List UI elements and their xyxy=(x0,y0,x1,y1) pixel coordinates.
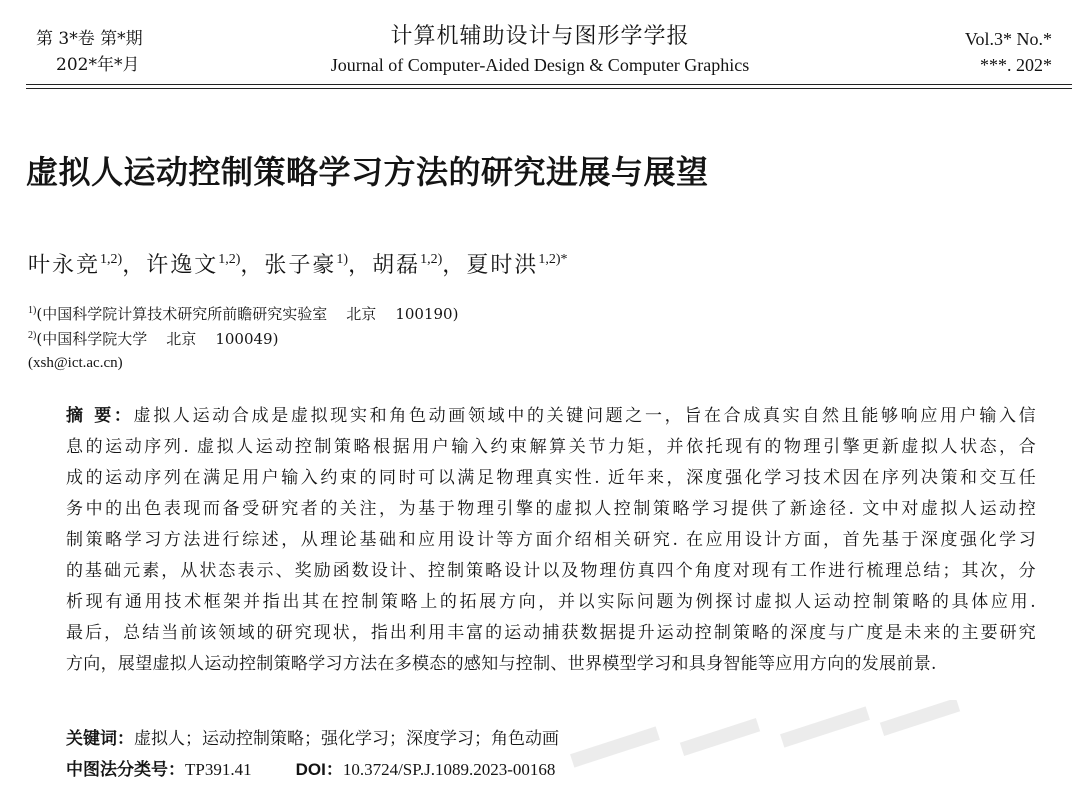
header-rule xyxy=(26,84,1072,85)
issue-volume: 第 3*卷 第*期 xyxy=(36,29,143,49)
author-affiliation-mark: 1,2) xyxy=(420,252,443,267)
keywords-text: 虚拟人；运动控制策略；强化学习；深度学习；角色动画 xyxy=(134,729,559,749)
watermark-graphic xyxy=(560,700,980,790)
author-name: 叶永竞 xyxy=(28,253,101,278)
author-separator: ， xyxy=(240,253,265,278)
abstract-line: 务中的出色表现而备受研究者的关注，为基于物理引擎的虚拟人控制策略学习提供了新途径. 文中对虚拟人运动控 xyxy=(66,499,1036,519)
author-name: 夏时洪 xyxy=(466,253,539,278)
affiliation-mark: 2) xyxy=(28,330,37,341)
keywords-label: 关键词： xyxy=(66,729,134,749)
abstract-line: 制策略学习方法进行综述，从理论基础和应用设计等方面介绍相关研究. 在应用设计方面，首先基于深度强化学习 xyxy=(66,530,1036,550)
affiliation-mark: 1) xyxy=(28,305,37,316)
author-name: 张子豪 xyxy=(264,253,337,278)
abstract-line xyxy=(66,401,1036,432)
abstract-line: 析现有通用技术框架并指出其在控制策略上的拓展方向，并以实际问题为例探讨虚拟人运动控制策略的具体应用. xyxy=(66,592,1036,612)
author-separator: ， xyxy=(348,253,373,278)
paper-title: 虚拟人运动控制策略学习方法的研究进展与展望 xyxy=(26,153,709,191)
classification-number: TP391.41 xyxy=(185,760,252,779)
volume-number: Vol.3* No.* xyxy=(964,29,1052,49)
author-affiliation-mark: 1,2)* xyxy=(538,252,568,267)
author-affiliation-mark: 1,2) xyxy=(100,252,123,267)
author-name: 胡磊 xyxy=(372,253,421,278)
affiliation xyxy=(28,328,278,350)
author-separator: ， xyxy=(122,253,147,278)
affiliation xyxy=(28,303,458,325)
abstract-line: 成的运动序列在满足用户输入约束的同时可以满足物理真实性. 近年来，深度强化学习技术因在序列决策和交互任 xyxy=(66,468,1036,488)
issue-date: 202*年*月 xyxy=(56,55,140,75)
journal-name-en: Journal of Computer-Aided Design & Computer Graphics xyxy=(330,55,750,75)
author-name: 许逸文 xyxy=(146,253,219,278)
volume-info xyxy=(965,26,1052,78)
classification-label: 中图法分类号： xyxy=(66,760,185,780)
author-affiliation-mark: 1,2) xyxy=(218,252,241,267)
abstract-line: 方向，展望虚拟人运动控制策略学习方法在多模态的感知与控制、世界模型学习和具身智能等应用方向的发展前景. xyxy=(66,654,937,674)
doi-label: DOI： xyxy=(295,760,343,779)
author-affiliation-mark: 1) xyxy=(336,252,349,267)
corresponding-email: (xsh@ict.ac.cn) xyxy=(28,355,123,371)
author-list xyxy=(28,250,568,282)
abstract-line: 息的运动序列. 虚拟人运动控制策略根据用户输入约束解算关节力矩，并依托现有的物理引擎更新虚拟人状态，合 xyxy=(66,437,1036,457)
classification-line xyxy=(66,757,555,783)
keywords xyxy=(66,726,559,752)
watermark-strokes xyxy=(570,700,960,768)
author-separator: ， xyxy=(442,253,467,278)
abstract-line: 最后，总结当前该领域的研究现状，指出利用丰富的运动捕获数据提升运动控制策略的深度与广度是未来的主要研究 xyxy=(66,623,1036,643)
volume-date: ***. 202* xyxy=(980,55,1052,75)
affiliation-text: (中国科学院大学 北京 100049) xyxy=(36,330,279,348)
abstract-line: 的基础元素，从状态表示、奖励函数设计、控制策略设计以及物理仿真四个角度对现有工作进行梳理总结；其次，分 xyxy=(66,561,1036,581)
abstract xyxy=(66,401,1036,680)
header-rule-thin xyxy=(26,88,1072,89)
abstract-label: 摘 要： xyxy=(66,406,134,426)
affiliation-text: (中国科学院计算技术研究所前瞻研究实验室 北京 100190) xyxy=(36,305,459,323)
journal-name-cn: 计算机辅助设计与图形学学报 xyxy=(390,24,690,49)
doi-value[interactable]: 10.3724/SP.J.1089.2023-00168 xyxy=(342,760,556,779)
journal-name xyxy=(0,22,1080,78)
abstract-line-text: 虚拟人运动合成是虚拟现实和角色动画领域中的关键问题之一，旨在合成真实自然且能够响应用户输入信 xyxy=(133,406,1036,426)
